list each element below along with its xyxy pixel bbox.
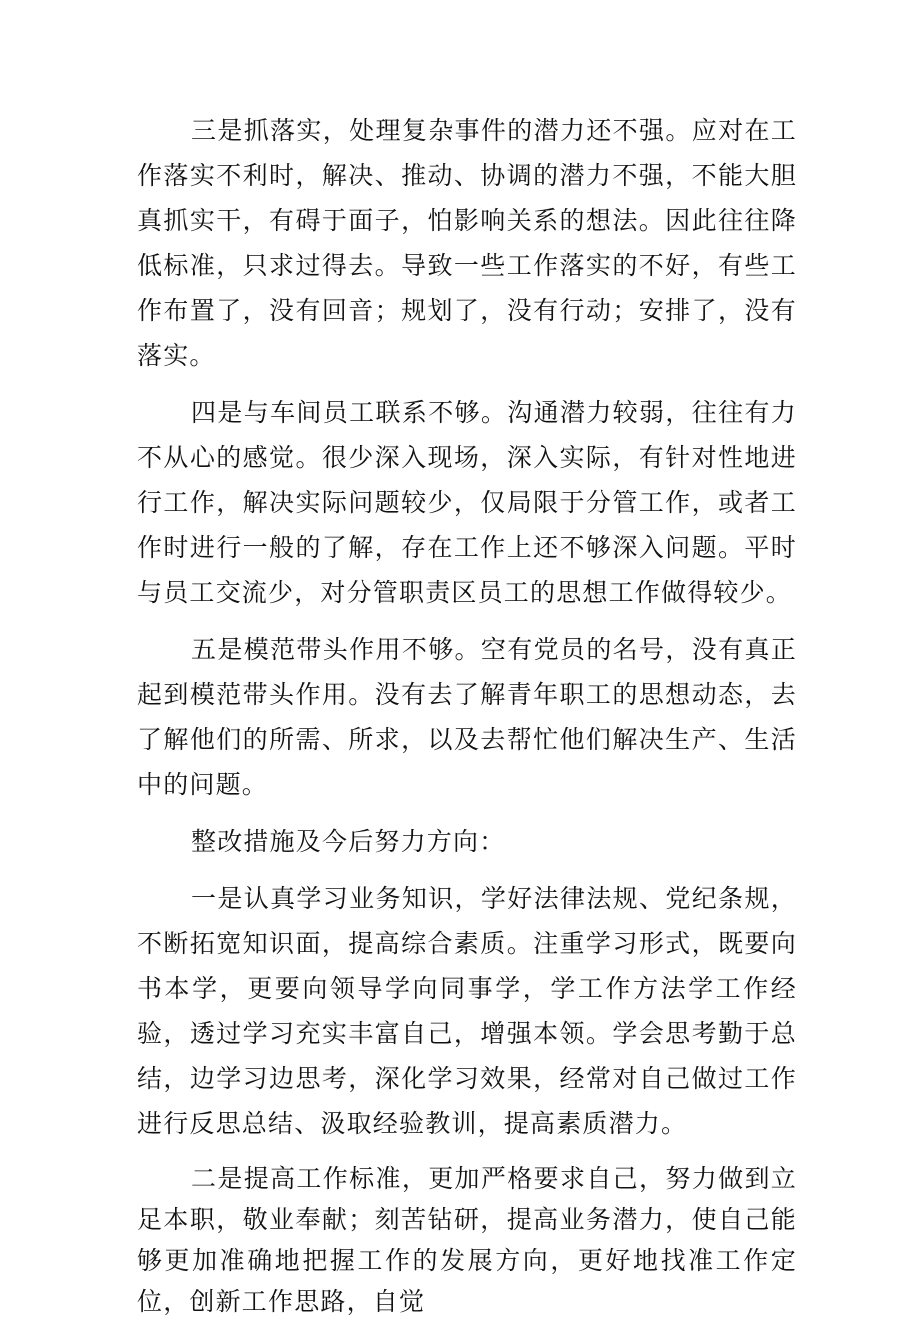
- paragraph-point-five: 五是模范带头作用不够。空有党员的名号，没有真正起到模范带头作用。没有去了解青年职工的思想动态，去了解他们的所需、所求，以及去帮忙他们解决生产、生活中的问题。: [137, 635, 797, 799]
- document-body: [137, 108, 797, 1334]
- paragraph-measure-two: 二是提高工作标准，更加严格要求自己，努力做到立足本职，敬业奉献；刻苦钻研，提高业务潜力，使自己能够更加准确地把握工作的发展方向，更好地找准工作定位，创新工作思路，自觉: [137, 1164, 797, 1316]
- paragraph-point-three: 三是抓落实，处理复杂事件的潜力还不强。应对在工作落实不利时，解决、推动、协调的潜力不强，不能大胆真抓实干，有碍于面子，怕影响关系的想法。因此往往降低标准，只求过得去。导致一些工作落实的不好，有些工作布置了，没有回音；规划了，没有行动；安排了，没有落实。: [137, 116, 797, 370]
- paragraph-measure-one: 一是认真学习业务知识，学好法律法规、党纪条规，不断拓宽知识面，提高综合素质。注重学习形式，既要向书本学，更要向领导学向同事学，学工作方法学工作经验，透过学习充实丰富自己，增强本领。学会思考勤于总结，边学习边思考，深化学习效果，经常对自己做过工作进行反思总结、汲取经验教训，提高素质潜力。: [137, 884, 797, 1138]
- section-heading-measures: 整改措施及今后努力方向：: [191, 827, 506, 856]
- paragraph-point-four: 四是与车间员工联系不够。沟通潜力较弱，往往有力不从心的感觉。很少深入现场，深入实际，有针对性地进行工作，解决实际问题较少，仅局限于分管工作，或者工作时进行一般的了解，存在工作上还不够深入问题。平时与员工交流少，对分管职责区员工的思想工作做得较少。: [137, 398, 797, 607]
